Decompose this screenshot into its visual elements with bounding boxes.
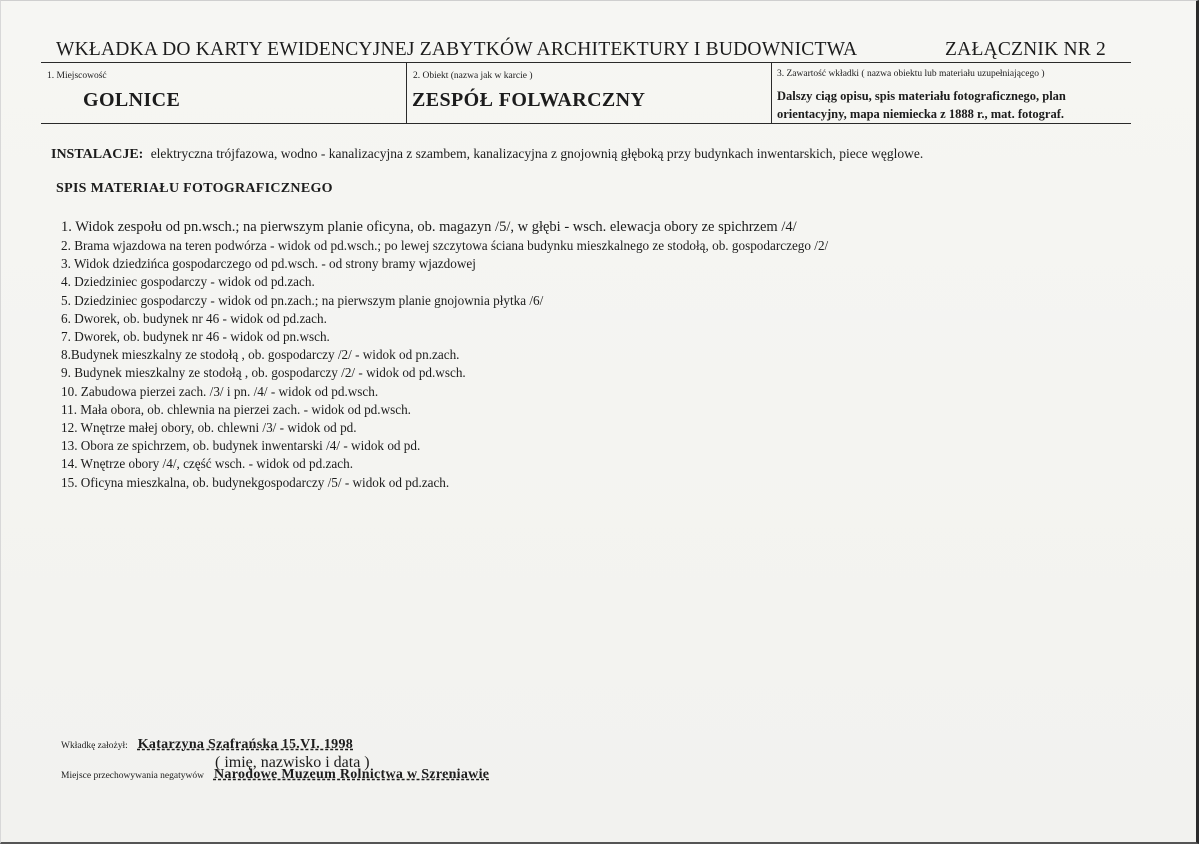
list-item: 12. Wnętrze małej obory, ob. chlewni /3/ - widok od pd. [61, 420, 357, 436]
object-label: 2. Obiekt (nazwa jak w karcie ) [413, 71, 533, 81]
list-item: 3. Widok dziedzińca gospodarczego od pd.wsch. - od strony bramy wjazdowej [61, 256, 476, 272]
installations-label: INSTALACJE: [51, 147, 144, 162]
list-item: 11. Mała obora, ob. chlewnia na pierzei zach. - widok od pd.wsch. [61, 401, 411, 417]
photo-list [61, 217, 828, 492]
created-by-hint: ( imię, nazwisko i data ) [215, 754, 370, 771]
field-divider-2 [771, 63, 772, 124]
content-value [777, 87, 1066, 123]
list-item: 10. Zabudowa pierzei zach. /3/ i pn. /4/ - widok od pd.wsch. [61, 383, 379, 399]
field-divider-1 [406, 63, 407, 124]
document-header [56, 39, 1106, 61]
list-item: 9. Budynek mieszkalny ze stodołą , ob. gospodarczy /2/ - widok od pd.wsch. [61, 365, 466, 381]
installations-text: elektryczna trójfazowa, wodno - kanalizacyjna z szambem, kanalizacyjna z gnojownią głęboką przy budynkach inwentarskich, piece węglowe. [150, 146, 924, 161]
created-by-value: Katarzyna Szafrańska 15.VI. 1998 [137, 737, 354, 752]
negatives-value: Narodowe Muzeum Rolnictwa w Szreniawie [213, 767, 490, 782]
document-title: WKŁADKA DO KARTY EWIDENCYJNEJ ZABYTKÓW ARCHITEKTURY I BUDOWNICTWA [56, 39, 858, 60]
place-label: 1. Miejscowość [47, 71, 107, 81]
list-item: 4. Dziedziniec gospodarczy - widok od pd.zach. [61, 274, 315, 290]
list-item: 14. Wnętrze obory /4/, część wsch. - widok od pd.zach. [61, 456, 353, 472]
list-item: 15. Oficyna mieszkalna, ob. budynekgospodarczy /5/ - widok od pd.zach. [61, 474, 450, 490]
place-value: GOLNICE [83, 89, 181, 111]
header-bottom-rule [41, 123, 1131, 124]
list-item: 2. Brama wjazdowa na teren podwórza - widok od pd.wsch.; po lewej szczytowa ściana budynku mieszkalnego ze stodołą, ob. gospodarczego /2/ [61, 238, 829, 253]
content-value-line-1: Dalszy ciąg opisu, spis materiału fotograficznego, plan [777, 89, 1066, 103]
content-label: 3. Zawartość wkładki ( nazwa obiektu lub materiału uzupełniającego ) [777, 69, 1045, 79]
created-by-line [61, 735, 353, 753]
list-item: 8.Budynek mieszkalny ze stodołą , ob. gospodarczy /2/ - widok od pn.zach. [61, 347, 460, 363]
installations-line [51, 146, 923, 163]
annex-number: ZAŁĄCZNIK NR 2 [945, 39, 1106, 60]
list-item: 13. Obora ze spichrzem, ob. budynek inwentarski /4/ - widok od pd. [61, 438, 421, 454]
list-item: 1. Widok zespołu od pn.wsch.; na pierwszym planie oficyna, ob. magazyn /5/, w głębi - wsch. elewacja obory ze spichrzem /4/ [61, 219, 797, 235]
negatives-line [61, 765, 489, 783]
photo-list-title: SPIS MATERIAŁU FOTOGRAFICZNEGO [56, 181, 333, 196]
created-by-label: Wkładkę założył: [61, 741, 128, 751]
list-item: 5. Dziedziniec gospodarczy - widok od pn.zach.; na pierwszym planie gnojownia płytka /6/ [61, 292, 544, 308]
object-value: ZESPÓŁ FOLWARCZNY [412, 89, 646, 111]
negatives-label: Miejsce przechowywania negatywów [61, 771, 204, 781]
content-value-line-2: orientacyjny, mapa niemiecka z 1888 r., mat. fotograf. [777, 107, 1064, 121]
list-item: 7. Dworek, ob. budynek nr 46 - widok od pn.wsch. [61, 329, 330, 345]
list-item: 6. Dworek, ob. budynek nr 46 - widok od pd.zach. [61, 310, 327, 326]
header-top-rule [41, 62, 1131, 63]
